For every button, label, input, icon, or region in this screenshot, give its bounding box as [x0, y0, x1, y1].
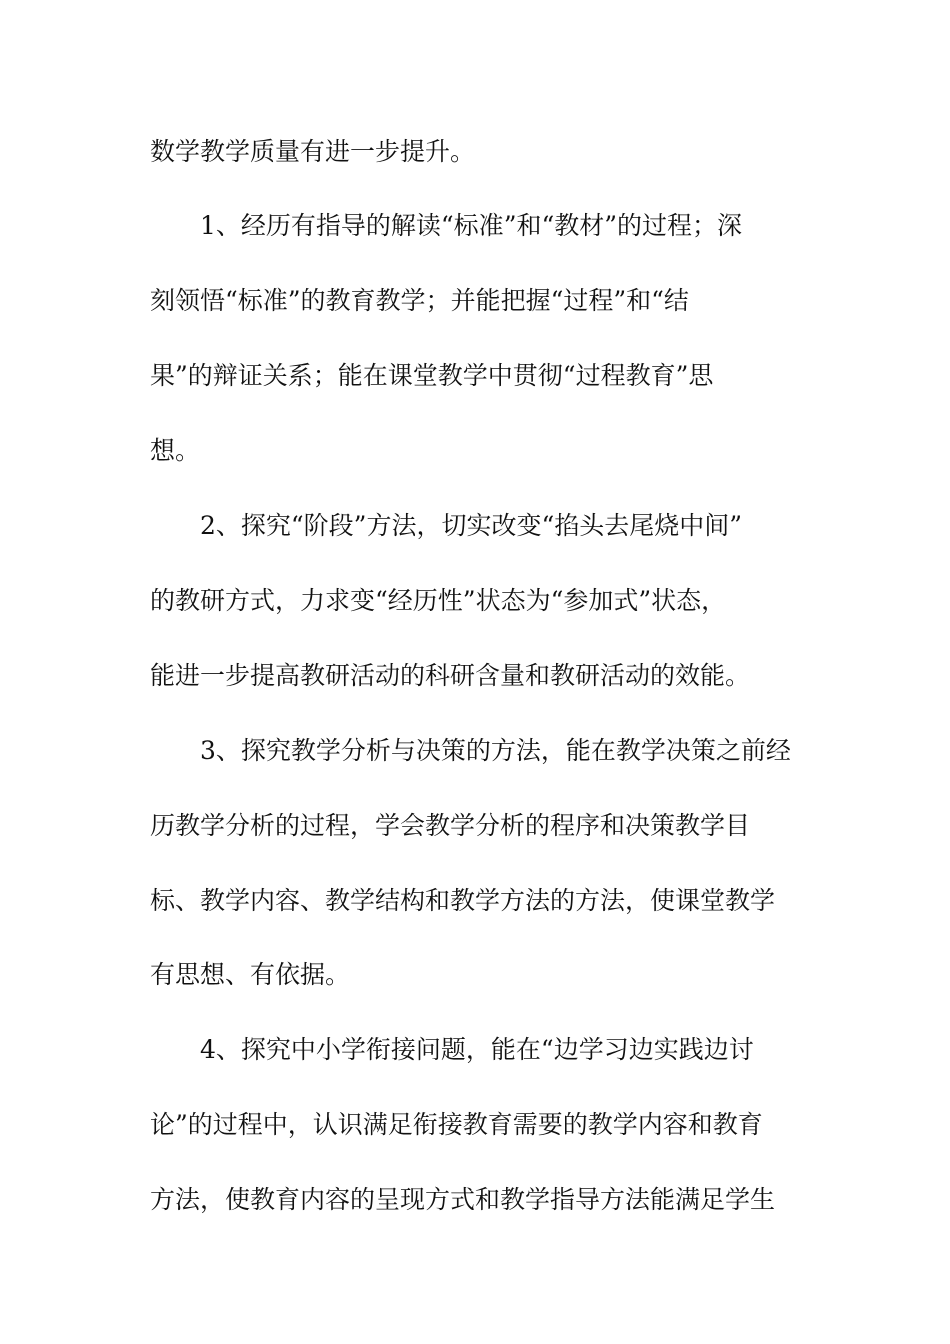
text-line: 标、教学内容、教学结构和教学方法的方法，使课堂教学 — [150, 886, 776, 915]
text-line: 数学教学质量有进一步提升。 — [150, 137, 476, 166]
text-line: 能进一步提高教研活动的科研含量和教研活动的效能。 — [150, 661, 751, 690]
paragraph-2-line: 2、探究“阶段”方法，切实改变“掐头去尾烧中间” — [200, 511, 743, 540]
text-line: 的教研方式，力求变“经历性”状态为“参加式”状态， — [150, 586, 727, 615]
paragraph-4-line: 4、探究中小学衔接问题，能在“边学习边实践边讨 — [200, 1035, 754, 1064]
text-line: 想。 — [150, 436, 201, 465]
text-line: 刻领悟“标准”的教育教学；并能把握“过程”和“结 — [150, 286, 689, 315]
text-line: 历教学分析的过程，学会教学分析的程序和决策教学目 — [150, 811, 751, 840]
text-line: 有思想、有依据。 — [150, 960, 351, 989]
paragraph-1-line: 1、经历有指导的解读“标准”和“教材”的过程；深 — [200, 211, 743, 240]
paragraph-3-line: 3、探究教学分析与决策的方法，能在教学决策之前经 — [200, 736, 791, 765]
text-line: 方法，使教育内容的呈现方式和教学指导方法能满足学生 — [150, 1185, 776, 1214]
text-line: 果”的辩证关系；能在课堂教学中贯彻“过程教育”思 — [150, 361, 714, 390]
text-line: 论”的过程中，认识满足衔接教育需要的教学内容和教育 — [150, 1110, 763, 1139]
